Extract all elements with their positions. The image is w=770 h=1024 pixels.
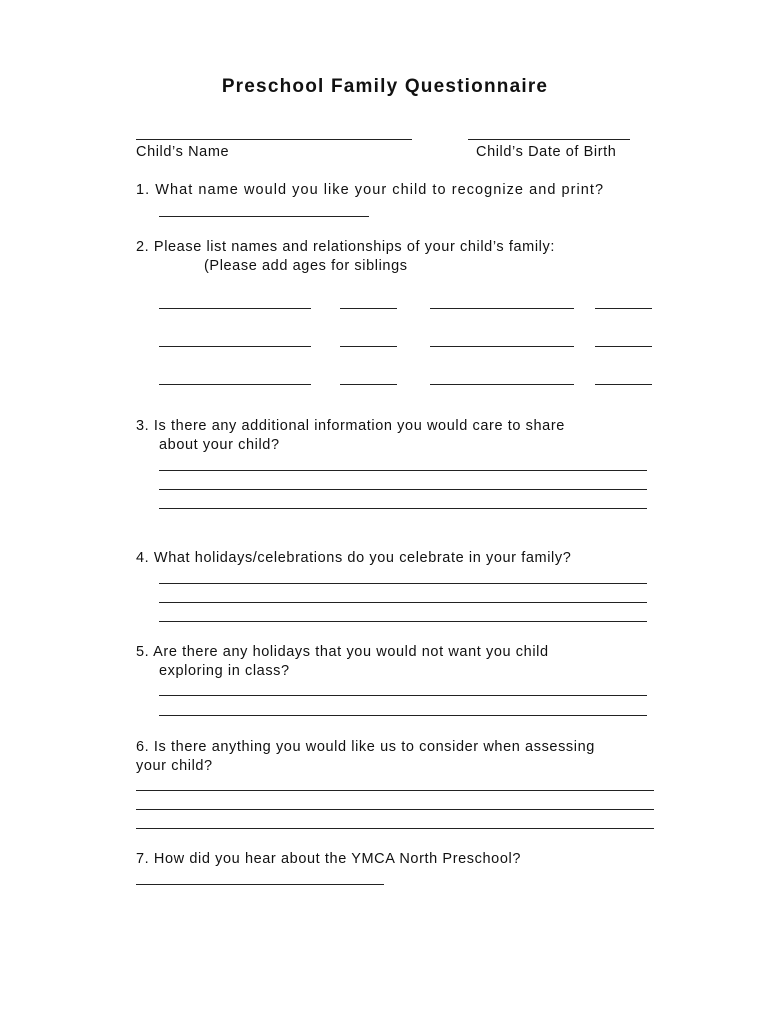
- question-1: 1. What name would you like your child to recognize and print?: [136, 182, 605, 198]
- family-age-field[interactable]: [340, 308, 397, 309]
- answer-6-line[interactable]: [136, 828, 654, 829]
- family-name-field[interactable]: [430, 346, 574, 347]
- question-6-continued: your child?: [136, 758, 213, 774]
- answer-6-line[interactable]: [136, 809, 654, 810]
- answer-1-line[interactable]: [159, 216, 369, 217]
- question-7: 7. How did you hear about the YMCA North Preschool?: [136, 851, 521, 867]
- child-name-field[interactable]: [136, 139, 412, 140]
- answer-3-line[interactable]: [159, 470, 647, 471]
- answer-7-line[interactable]: [136, 884, 384, 885]
- family-age-field[interactable]: [595, 346, 652, 347]
- question-4: 4. What holidays/celebrations do you celebrate in your family?: [136, 550, 572, 566]
- family-age-field[interactable]: [595, 384, 652, 385]
- answer-6-line[interactable]: [136, 790, 654, 791]
- child-dob-field[interactable]: [468, 139, 630, 140]
- family-age-field[interactable]: [340, 384, 397, 385]
- question-5: 5. Are there any holidays that you would not want you child: [136, 644, 549, 660]
- question-6: 6. Is there anything you would like us to consider when assessing: [136, 739, 595, 755]
- child-dob-label: Child’s Date of Birth: [476, 144, 617, 160]
- question-3: 3. Is there any additional information you would care to share: [136, 418, 565, 434]
- child-name-label: Child’s Name: [136, 144, 230, 160]
- answer-4-line[interactable]: [159, 583, 647, 584]
- family-age-field[interactable]: [595, 308, 652, 309]
- family-name-field[interactable]: [159, 384, 311, 385]
- question-2-note: (Please add ages for siblings: [204, 258, 408, 274]
- family-name-field[interactable]: [159, 346, 311, 347]
- question-2: 2. Please list names and relationships of your child’s family:: [136, 239, 555, 255]
- answer-5-line[interactable]: [159, 695, 647, 696]
- answer-4-line[interactable]: [159, 602, 647, 603]
- family-name-field[interactable]: [159, 308, 311, 309]
- family-name-field[interactable]: [430, 384, 574, 385]
- answer-3-line[interactable]: [159, 489, 647, 490]
- answer-3-line[interactable]: [159, 508, 647, 509]
- answer-4-line[interactable]: [159, 621, 647, 622]
- question-5-continued: exploring in class?: [159, 663, 290, 679]
- page-title: Preschool Family Questionnaire: [221, 76, 549, 97]
- family-name-field[interactable]: [430, 308, 574, 309]
- family-age-field[interactable]: [340, 346, 397, 347]
- question-3-continued: about your child?: [159, 437, 280, 453]
- answer-5-line[interactable]: [159, 715, 647, 716]
